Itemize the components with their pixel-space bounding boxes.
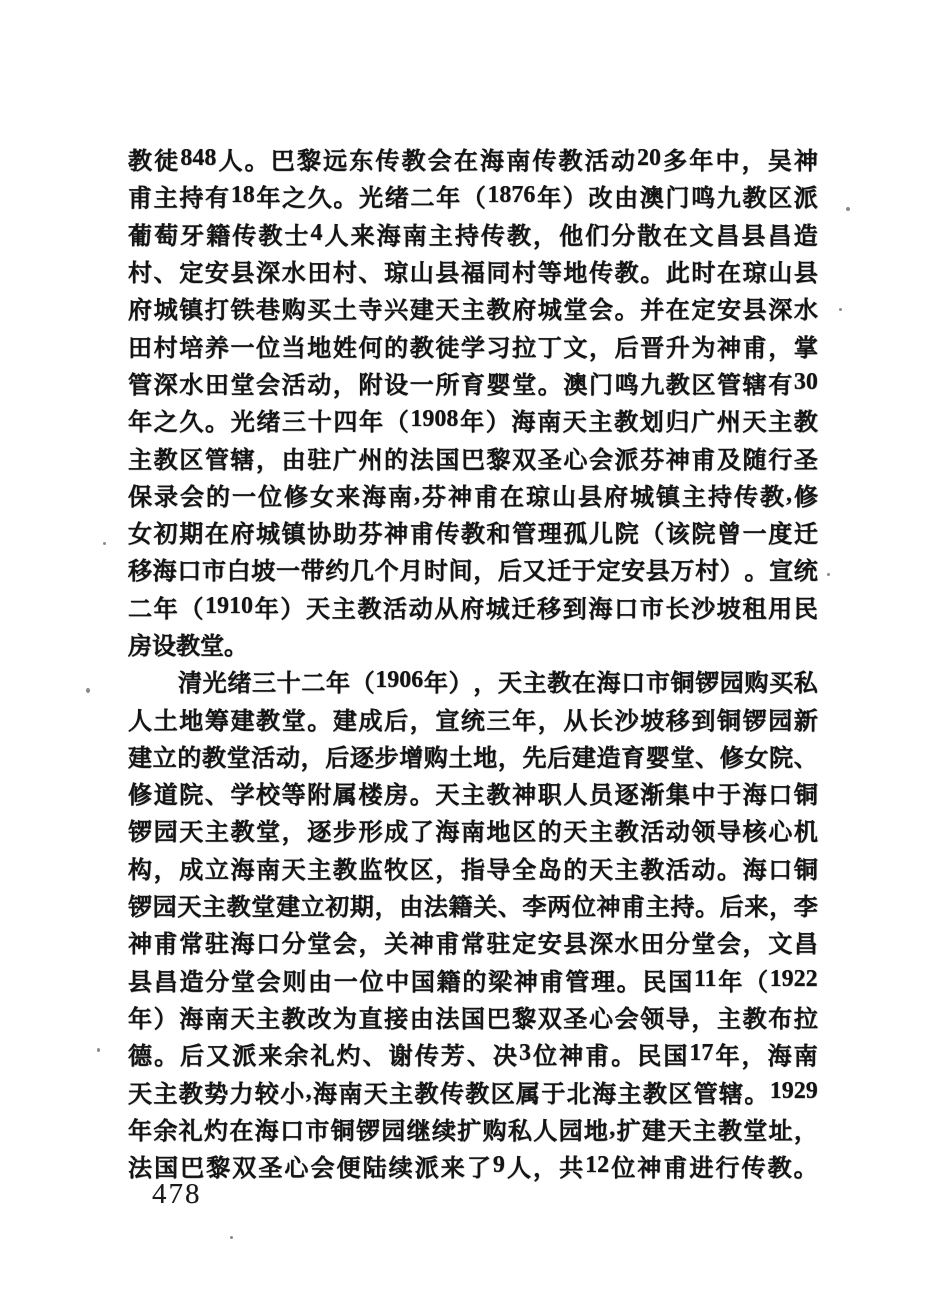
paragraph-2-line-11: 德 。 后 又 派 来 余 礼 灼 、 谢 传 芳 、 决 3 位 神 甫 。 民 国 17 年 ， 海 南 <box>128 1040 818 1071</box>
paragraph-1-line-13: 二 年 （ 1910 年 ） 天 主 教 活 动 从 府 城 迁 移 到 海 口 市 长 沙 坡 租 用 民 <box>128 592 818 623</box>
paragraph-1-line-3: 葡 萄 牙 籍 传 教 士 4 人 来 海 南 主 持 传 教 ， 他 们 分 散 在 文 昌 县 昌 造 <box>128 219 818 250</box>
paragraph-1-line-12: 移 海 口 市 白 坡 一 带 约 几 个 月 时 间 ， 后 又 迁 于 定 安 县 万 村 ） 。 宣 统 <box>128 559 818 586</box>
scan-speckle <box>839 308 842 311</box>
paragraph-2-line-14: 法 国 巴 黎 双 圣 心 会 便 陆 续 派 来 了 9 人 ， 共 12 位 神 甫 进 行 传 教 。 <box>128 1152 818 1183</box>
paragraph-1-line-4: 村 、 定 安 县 深 水 田 村 、 琼 山 县 福 同 村 等 地 传 教 。 此 时 在 琼 山 县 <box>128 261 818 288</box>
paragraph-2-line-10: 年 ） 海 南 天 主 教 改 为 直 接 由 法 国 巴 黎 双 圣 心 会 领 导 ， 主 教 布 拉 <box>128 1006 818 1033</box>
paragraph-1-line-11: 女 初 期 在 府 城 镇 协 助 芬 神 甫 传 教 和 管 理 孤 儿 院 （ 该 院 曾 一 度 迁 <box>128 522 818 549</box>
paragraph-1-line-2: 甫 主 持 有 18 年 之 久 。 光 绪 二 年 （ 1876 年 ） 改 由 澳 门 鸣 九 教 区 派 <box>128 182 818 213</box>
paragraph-2-line-5: 锣 园 天 主 教 堂 ， 逐 步 形 成 了 海 南 地 区 的 天 主 教 活 动 领 导 核 心 机 <box>128 820 818 847</box>
scan-speckle <box>97 1048 100 1052</box>
paragraph-1-line-5: 府 城 镇 打 铁 巷 购 买 土 寺 兴 建 天 主 教 府 城 堂 会 。 并 在 定 安 县 深 水 <box>128 298 818 325</box>
paragraph-1-line-1: 教 徒 848 人 。 巴 黎 远 东 传 教 会 在 海 南 传 教 活 动 20 多 年 中 ， 吴 神 <box>128 145 818 176</box>
page-number: 478 <box>152 1178 202 1210</box>
paragraph-1-line-6: 田 村 培 养 一 位 当 地 姓 何 的 教 徒 学 习 拉 丁 文 ， 后 晋 升 为 神 甫 ， 掌 <box>128 335 818 362</box>
paragraph-2-line-1: 清 光 绪 三 十 二 年 （ 1906 年 ） ， 天 主 教 在 海 口 市 铜 锣 园 购 买 私 <box>178 667 818 698</box>
scan-speckle <box>86 688 90 693</box>
paragraph-1-line-10: 保 录 会 的 一 位 修 女 来 海 南 , 芬 神 甫 在 琼 山 县 府 城 镇 主 持 传 教 , 修 <box>128 480 818 511</box>
scan-speckle <box>846 207 850 211</box>
paragraph-1-line-8: 年 之 久 。 光 绪 三 十 四 年 （ 1908 年 ） 海 南 天 主 教 划 归 广 州 天 主 教 <box>128 406 818 437</box>
paragraph-2-line-12: 天 主 教 势 力 较 小 , 海 南 天 主 教 传 教 区 属 于 北 海 主 教 区 管 辖 。 1929 <box>128 1077 818 1108</box>
paragraph-1-line-14: 房设教堂。 <box>128 634 248 660</box>
paragraph-2-line-4: 修 道 院 、 学 校 等 附 属 楼 房 。 天 主 教 神 职 人 员 逐 渐 集 中 于 海 口 铜 <box>128 783 818 810</box>
paragraph-1-line-7: 管 深 水 田 堂 会 活 动 ， 附 设 一 所 育 婴 堂 。 澳 门 鸣 九 教 区 管 辖 有 30 <box>128 368 818 399</box>
paragraph-2-line-7: 锣 园 天 主 教 堂 建 立 初 期 ， 由 法 籍 关 、 李 两 位 神 甫 主 持 。 后 来 ， 李 <box>128 895 818 922</box>
paragraph-2-line-9: 县 昌 造 分 堂 会 则 由 一 位 中 国 籍 的 梁 神 甫 管 理 。 民 国 11 年 （ 1922 <box>128 965 818 996</box>
paragraph-2-line-2: 人 土 地 筹 建 教 堂 。 建 成 后 ， 宣 统 三 年 ， 从 长 沙 坡 移 到 铜 锣 园 新 <box>128 708 818 735</box>
paragraph-2-line-13: 年 余 礼 灼 在 海 口 市 铜 锣 园 继 续 扩 购 私 人 园 地 , 扩 建 天 主 教 堂 址 ， <box>128 1114 818 1145</box>
paragraph-2-line-8: 神 甫 常 驻 海 口 分 堂 会 ， 关 神 甫 常 驻 定 安 县 深 水 田 分 堂 会 ， 文 昌 <box>128 932 818 959</box>
scan-speckle <box>230 1236 233 1239</box>
paragraph-2-line-6: 构 ， 成 立 海 南 天 主 教 监 牧 区 ， 指 导 全 岛 的 天 主 教 活 动 。 海 口 铜 <box>128 857 818 884</box>
scan-speckle <box>103 542 106 545</box>
paragraph-2-line-3: 建 立 的 教 堂 活 动 ， 后 逐 步 增 购 土 地 ， 先 后 建 造 育 婴 堂 、 修 女 院 、 <box>128 745 818 772</box>
text-block <box>128 140 818 1184</box>
scan-speckle <box>827 573 830 576</box>
paragraph-1-line-9: 主 教 区 管 辖 ， 由 驻 广 州 的 法 国 巴 黎 双 圣 心 会 派 芬 神 甫 及 随 行 圣 <box>128 447 818 474</box>
